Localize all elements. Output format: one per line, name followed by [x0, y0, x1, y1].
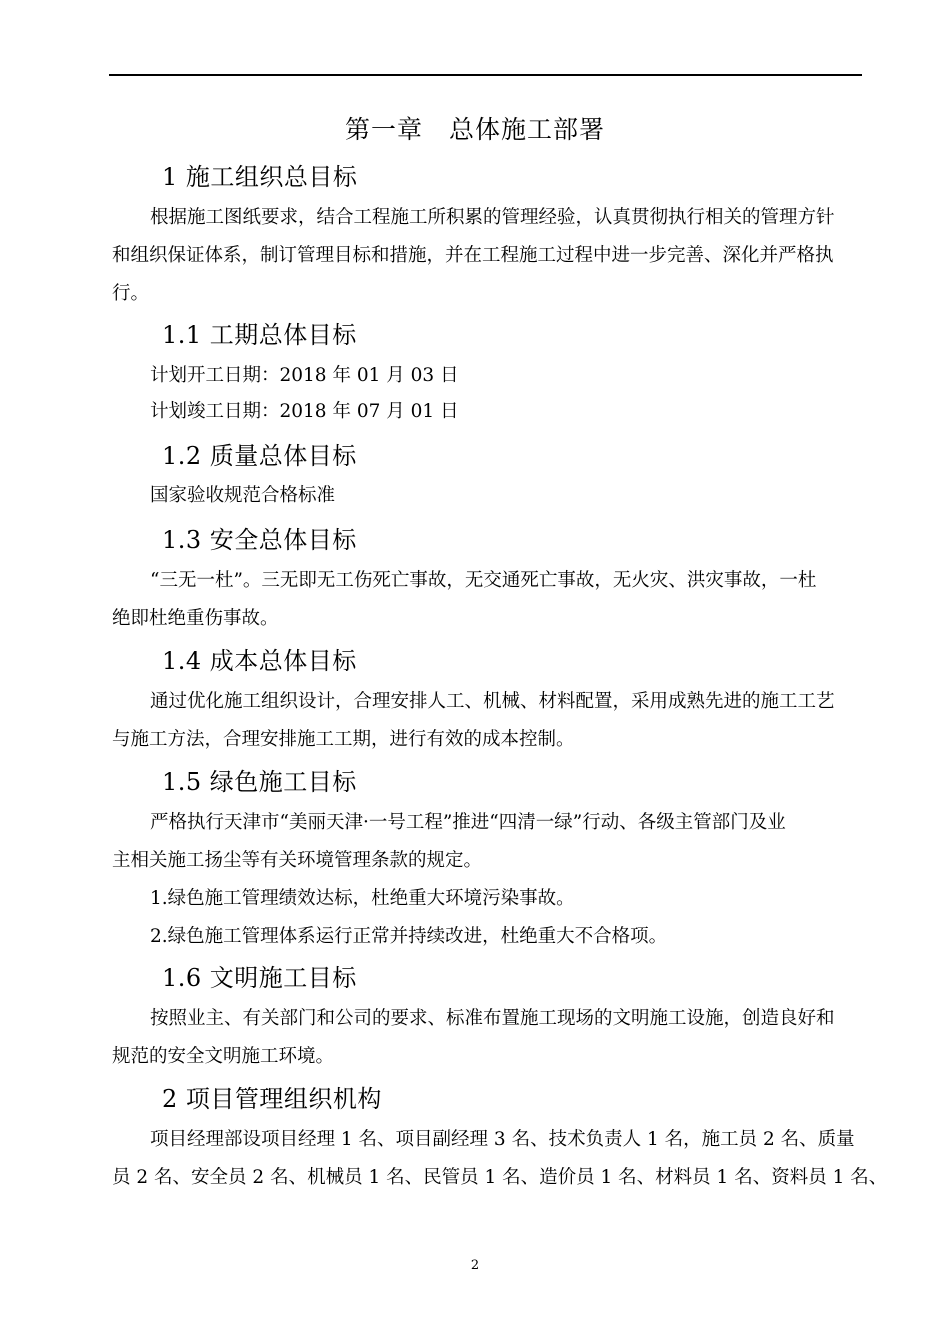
paragraph-line: 行。 [112, 283, 150, 304]
paragraph-line: 根据施工图纸要求，结合工程施工所积累的管理经验，认真贯彻执行相关的管理方针 [150, 207, 835, 228]
section-heading-1-4: 1.4 成本总体目标 [162, 647, 357, 675]
paragraph-line: 主相关施工扬尘等有关环境管理条款的规定。 [112, 850, 483, 871]
paragraph-line: 通过优化施工组织设计，合理安排人工、机械、材料配置，采用成熟先进的施工工艺 [150, 691, 835, 712]
paragraph-line: 绝即杜绝重伤事故。 [112, 608, 279, 629]
section-heading-1-1: 1.1 工期总体目标 [162, 321, 357, 349]
paragraph-line: 与施工方法，合理安排施工工期，进行有效的成本控制。 [112, 729, 575, 750]
page-number: 2 [470, 1258, 480, 1273]
paragraph-line: 和组织保证体系，制订管理目标和措施，并在工程施工过程中进一步完善、深化并严格执 [112, 245, 834, 266]
start-date: 计划开工日期：2018 年 01 月 03 日 [150, 365, 459, 386]
chapter-title: 第一章 总体施工部署 [344, 115, 605, 144]
paragraph-line: 规范的安全文明施工环境。 [112, 1046, 335, 1067]
section-heading-1-2: 1.2 质量总体目标 [162, 442, 357, 470]
section-heading-2: 2 项目管理组织机构 [162, 1085, 382, 1113]
end-date: 计划竣工日期：2018 年 07 月 01 日 [150, 401, 459, 422]
paragraph-line: 按照业主、有关部门和公司的要求、标准布置施工现场的文明施工设施，创造良好和 [150, 1008, 835, 1029]
header-rule [109, 74, 862, 76]
paragraph-line: 项目经理部设项目经理 1 名、项目副经理 3 名、技术负责人 1 名，施工员 2 名、质量 [150, 1129, 855, 1150]
section-heading-1-3: 1.3 安全总体目标 [162, 526, 357, 554]
section-heading-1-5: 1.5 绿色施工目标 [162, 768, 357, 796]
paragraph-line: “三无一杜”。三无即无工伤死亡事故，无交通死亡事故，无火灾、洪灾事故，一杜 [150, 570, 817, 591]
paragraph-line: 国家验收规范合格标准 [150, 485, 336, 506]
paragraph-line: 员 2 名、安全员 2 名、机械员 1 名、民管员 1 名、造价员 1 名、材料员 1 名、资料员 1 名、 [112, 1167, 888, 1188]
section-heading-1: 1 施工组织总目标 [162, 163, 358, 191]
paragraph-line: 严格执行天津市“美丽天津·一号工程”推进“四清一绿”行动、各级主管部门及业 [150, 812, 786, 833]
list-item: 1.绿色施工管理绩效达标，杜绝重大环境污染事故。 [150, 888, 575, 909]
section-heading-1-6: 1.6 文明施工目标 [162, 964, 357, 992]
list-item: 2.绿色施工管理体系运行正常并持续改进，杜绝重大不合格项。 [150, 926, 668, 947]
